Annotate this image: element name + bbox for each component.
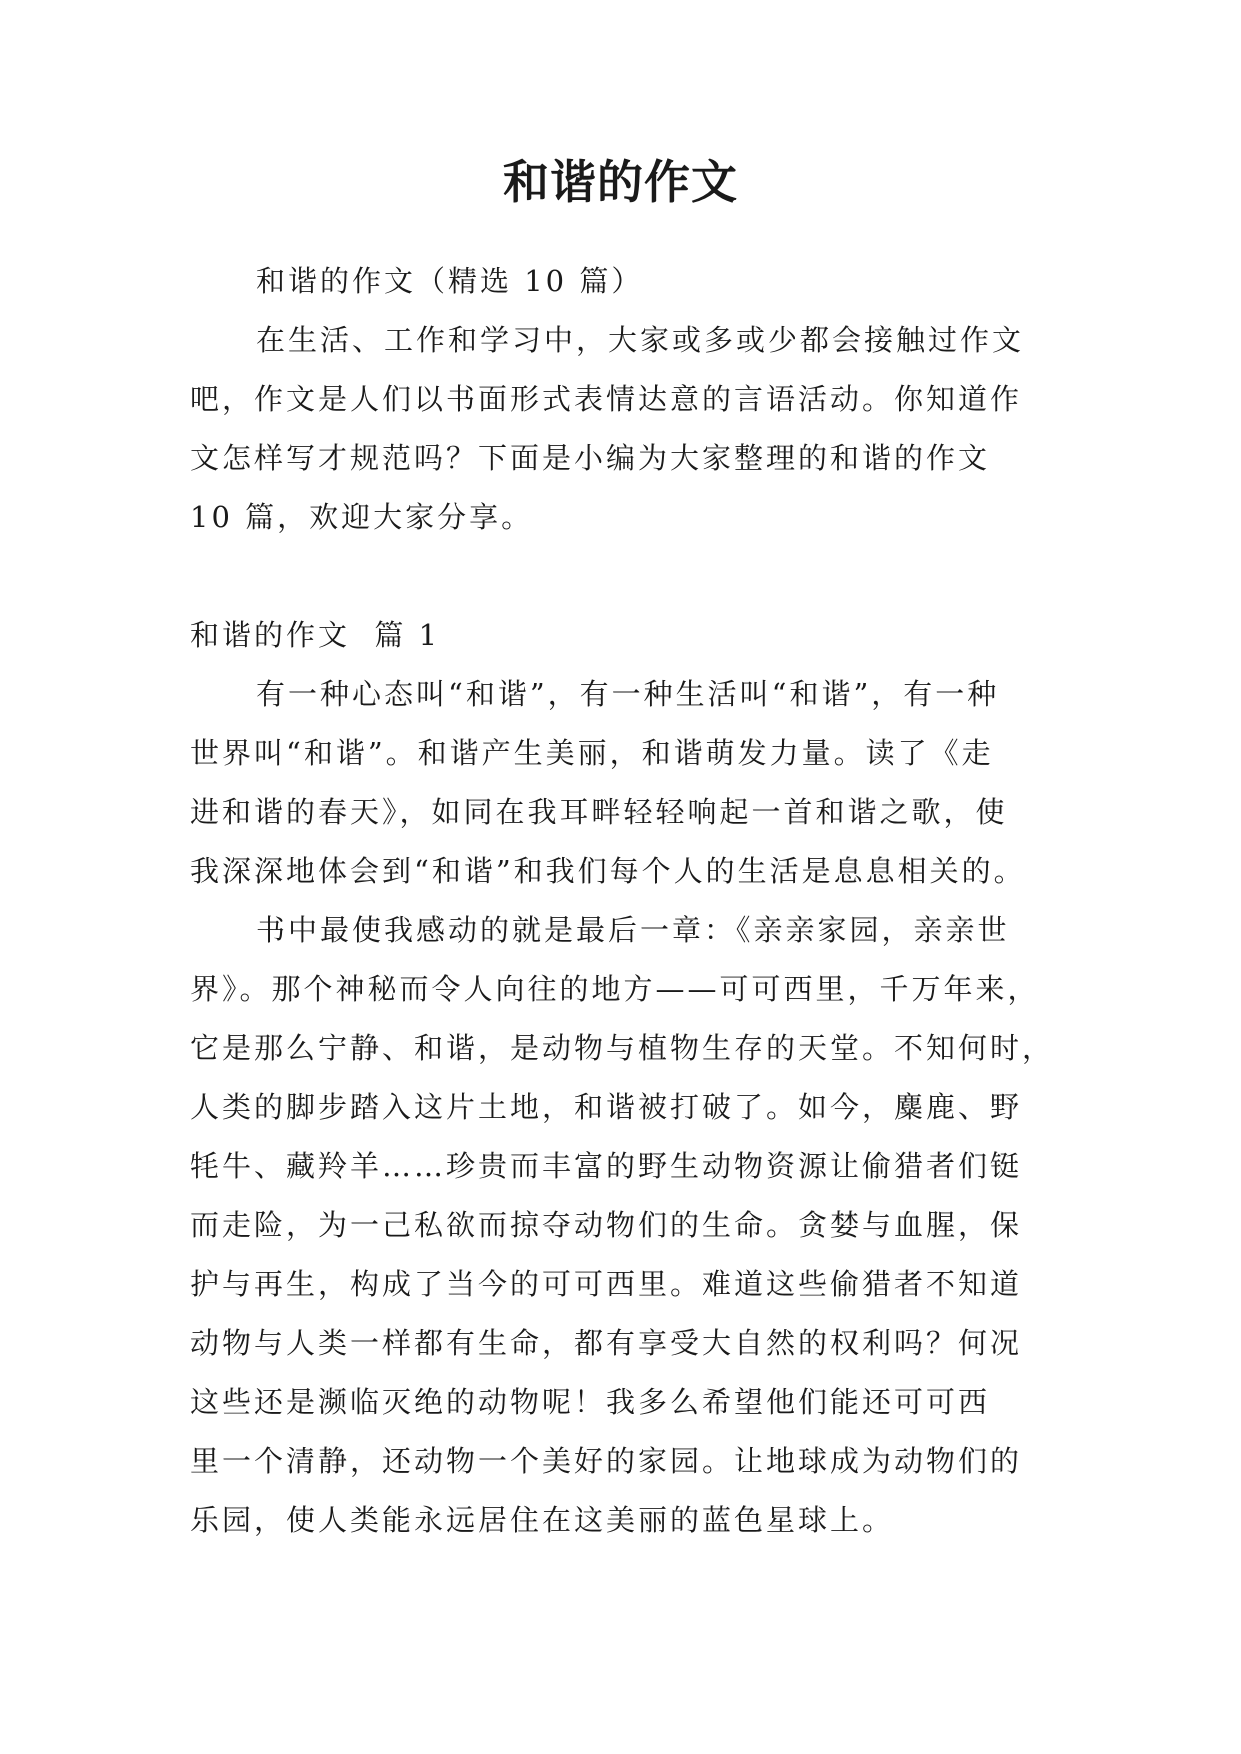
intro-line: 10 篇，欢迎大家分享。 [190,500,534,534]
paragraph-line: 它是那么宁静、和谐，是动物与植物生存的天堂。不知何时， [190,1031,1055,1065]
section-heading: 和谐的作文 篇 1 [190,618,441,652]
paragraph-line: 界》。那个神秘而令人向往的地方——可可西里，千万年来， [190,972,1040,1006]
paragraph-line: 牦牛、藏羚羊……珍贵而丰富的野生动物资源让偷猎者们铤 [190,1149,1023,1183]
paragraph-line: 乐园，使人类能永远居住在这美丽的蓝色星球上。 [190,1503,895,1537]
paragraph-line: 书中最使我感动的就是最后一章：《亲亲家园，亲亲世 [256,913,1010,947]
document-title: 和谐的作文 [503,155,738,209]
document-subtitle: 和谐的作文（精选 10 篇） [256,264,644,298]
document-body [190,252,1060,1550]
paragraph-line: 而走险，为一己私欲而掠夺动物们的生命。贪婪与血腥，保 [190,1208,1023,1242]
paragraph-line: 世界叫“和谐”。和谐产生美丽，和谐萌发力量。读了《走 [190,736,994,770]
paragraph-line: 人类的脚步踏入这片土地，和谐被打破了。如今，麋鹿、野 [190,1090,1023,1124]
paragraph-line: 里一个清静，还动物一个美好的家园。让地球成为动物们的 [190,1444,1023,1478]
intro-line: 文怎样写才规范吗？下面是小编为大家整理的和谐的作文 [190,441,991,475]
paragraph-line: 护与再生，构成了当今的可可西里。难道这些偷猎者不知道 [190,1267,1023,1301]
paragraph-line: 有一种心态叫“和谐”，有一种生活叫“和谐”，有一种 [256,677,1000,711]
intro-line: 吧，作文是人们以书面形式表情达意的言语活动。你知道作 [190,382,1023,416]
paragraph-2 [190,901,1060,1550]
intro-paragraph [190,311,1060,547]
paragraph-1 [190,665,1060,901]
paragraph-line: 这些还是濒临灭绝的动物呢！我多么希望他们能还可可西 [190,1385,991,1419]
paragraph-spacer [190,547,1060,606]
paragraph-line: 我深深地体会到“和谐”和我们每个人的生活是息息相关的。 [190,854,1026,888]
paragraph-line: 动物与人类一样都有生命，都有享受大自然的权利吗？何况 [190,1326,1023,1360]
intro-line: 在生活、工作和学习中，大家或多或少都会接触过作文 [256,323,1025,357]
paragraph-line: 进和谐的春天》，如同在我耳畔轻轻响起一首和谐之歌，使 [190,795,1008,829]
